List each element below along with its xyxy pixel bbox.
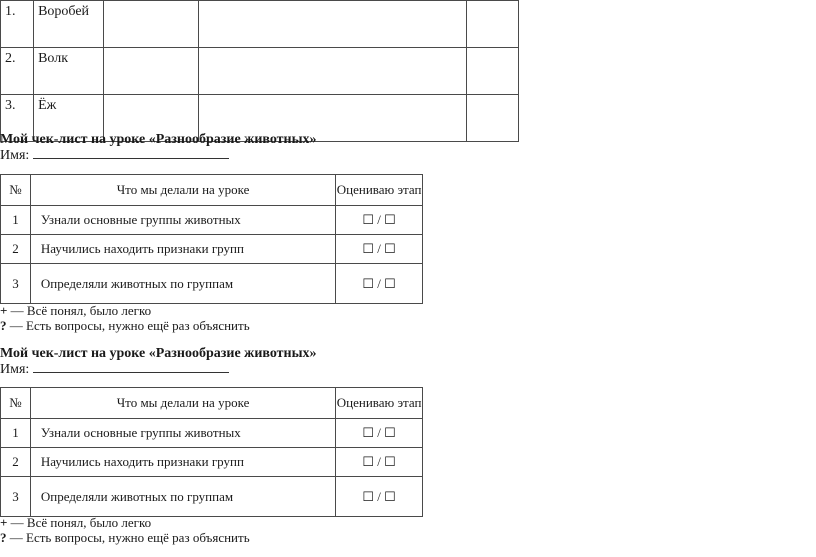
name-underline[interactable] (33, 360, 229, 373)
row-number: 3 (1, 264, 31, 304)
table-row (1, 448, 423, 477)
table-row (1, 235, 423, 264)
table-row (1, 1, 519, 48)
row-description: Научились находить признаки групп (30, 448, 335, 477)
checklist-table (0, 387, 423, 517)
checklist-title: Мой чек-лист на уроке «Разнообразие животных» (0, 346, 317, 361)
name-field[interactable] (0, 360, 229, 378)
empty-cell[interactable] (104, 1, 199, 48)
empty-cell[interactable] (104, 48, 199, 95)
legend-symbol: + (0, 303, 8, 318)
rating-checkboxes[interactable]: ☐ / ☐ (336, 448, 423, 477)
legend-item (0, 318, 250, 333)
legend-text: — Всё понял, было легко (7, 515, 152, 530)
table-row (1, 419, 423, 448)
row-description: Узнали основные группы животных (30, 419, 335, 448)
table-header-row (1, 388, 423, 419)
empty-cell[interactable] (466, 48, 518, 95)
checklist-table (0, 174, 423, 304)
legend-text: — Всё понял, было легко (7, 303, 152, 318)
row-description: Узнали основные группы животных (30, 206, 335, 235)
legend-symbol: + (0, 515, 8, 530)
legend-symbol: ? (0, 530, 7, 545)
legend-symbol: ? (0, 318, 7, 333)
rating-checkboxes[interactable]: ☐ / ☐ (336, 477, 423, 517)
header-num: № (1, 388, 31, 419)
table-row (1, 264, 423, 304)
row-description: Научились находить признаки групп (30, 235, 335, 264)
empty-cell[interactable] (466, 1, 518, 48)
name-label: Имя: (0, 362, 30, 377)
table-row (1, 206, 423, 235)
legend-item (0, 303, 250, 318)
rating-checkboxes[interactable]: ☐ / ☐ (336, 419, 423, 448)
row-number: 3 (1, 477, 31, 517)
name-underline[interactable] (33, 146, 229, 159)
header-num: № (1, 175, 31, 206)
name-label: Имя: (0, 148, 30, 163)
legend-item (0, 530, 250, 545)
empty-cell[interactable] (466, 95, 518, 142)
row-number: 3. (1, 95, 34, 142)
row-description: Определяли животных по группам (30, 264, 335, 304)
animal-name: Воробей (34, 1, 104, 48)
row-number: 2 (1, 448, 31, 477)
legend (0, 515, 250, 545)
row-number: 2. (1, 48, 34, 95)
row-number: 1. (1, 1, 34, 48)
header-rate: Оцениваю этап (336, 388, 423, 419)
header-desc: Что мы делали на уроке (30, 175, 335, 206)
animal-name: Волк (34, 48, 104, 95)
animals-table (0, 0, 519, 142)
legend-item (0, 515, 250, 530)
header-rate: Оцениваю этап (336, 175, 423, 206)
name-field[interactable] (0, 146, 229, 164)
empty-cell[interactable] (199, 48, 467, 95)
animal-name: Ёж (34, 95, 104, 142)
table-header-row (1, 175, 423, 206)
row-number: 1 (1, 206, 31, 235)
table-row (1, 48, 519, 95)
header-desc: Что мы делали на уроке (30, 388, 335, 419)
rating-checkboxes[interactable]: ☐ / ☐ (336, 235, 423, 264)
checklist-title: Мой чек-лист на уроке «Разнообразие животных» (0, 132, 317, 147)
rating-checkboxes[interactable]: ☐ / ☐ (336, 264, 423, 304)
rating-checkboxes[interactable]: ☐ / ☐ (336, 206, 423, 235)
row-description: Определяли животных по группам (30, 477, 335, 517)
row-number: 2 (1, 235, 31, 264)
empty-cell[interactable] (199, 1, 467, 48)
row-number: 1 (1, 419, 31, 448)
legend-text: — Есть вопросы, нужно ещё раз объяснить (6, 318, 250, 333)
table-row (1, 477, 423, 517)
legend (0, 303, 250, 333)
legend-text: — Есть вопросы, нужно ещё раз объяснить (6, 530, 250, 545)
